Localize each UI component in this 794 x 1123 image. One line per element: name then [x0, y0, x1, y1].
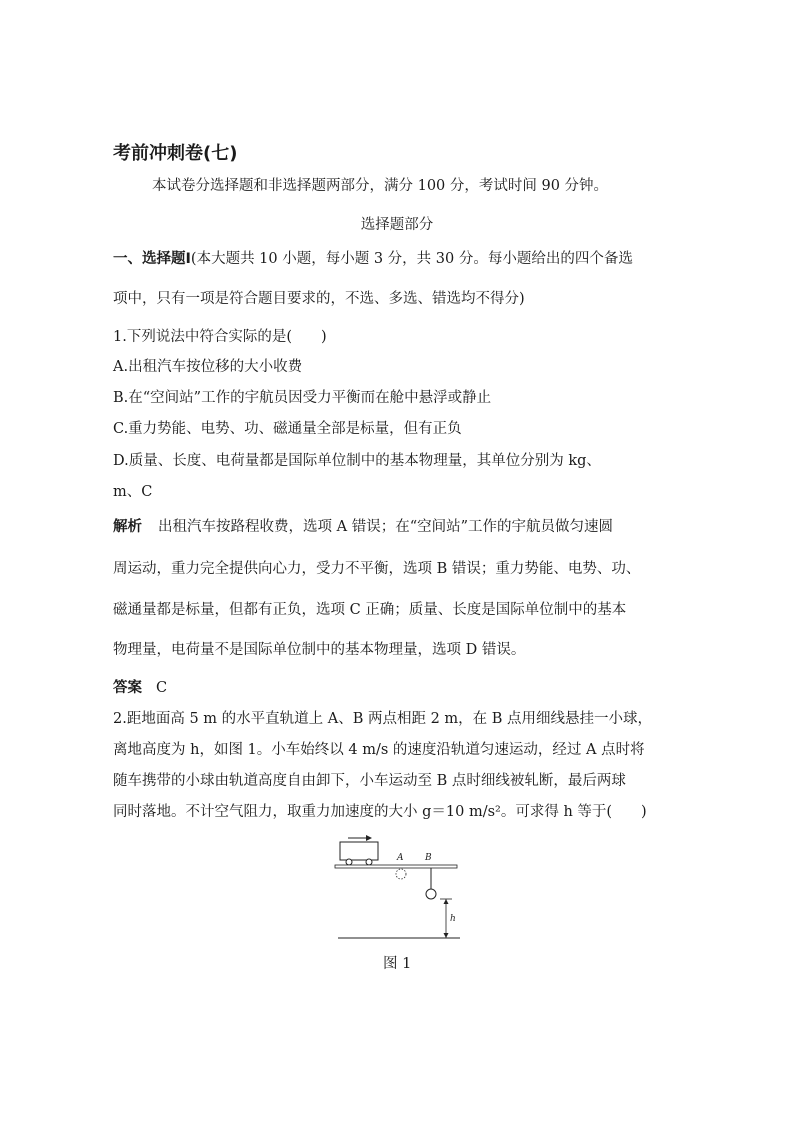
q2-line3: 随车携带的小球由轨道高度自由卸下，小车运动至 B 点时细线被轧断，最后两球	[113, 773, 626, 789]
label-a: A	[397, 853, 404, 863]
hanging-ball	[426, 889, 436, 899]
cart	[340, 842, 378, 860]
label-h: h	[450, 914, 456, 924]
answer-label: 答案	[113, 680, 142, 696]
figure-1	[330, 830, 470, 945]
q2-line4: 同时落地。不计空气阻力，取重力加速度的大小 g＝10 m/s²。可求得 h 等于( )	[113, 804, 647, 820]
analysis-text: 出租汽车按路程收费，选项 A 错误；在“空间站”工作的宇航员做匀速圆	[158, 519, 614, 535]
exam-intro: 本试卷分选择题和非选择题两部分，满分 100 分，考试时间 90 分钟。	[152, 178, 609, 194]
q1-option-c: C.重力势能、电势、功、磁通量全部是标量，但有正负	[113, 421, 462, 437]
cart-wheel-right	[366, 859, 372, 865]
q1-stem: 1.下列说法中符合实际的是( )	[113, 329, 327, 345]
part1-header	[113, 249, 633, 269]
q1-analysis-line4: 物理量，电荷量不是国际单位制中的基本物理量，选项 D 错误。	[113, 642, 526, 658]
q2-line2: 离地高度为 h，如图 1。小车始终以 4 m/s 的速度沿轨道匀速运动，经过 A 点时将	[113, 742, 645, 758]
figure-caption: 图 1	[383, 956, 412, 972]
part1-desc-line1: (本大题共 10 小题，每小题 3 分，共 30 分。每小题给出的四个备选	[190, 251, 633, 267]
analysis-label: 解析	[113, 519, 142, 535]
motion-arrow-icon	[348, 835, 372, 841]
ball-at-a	[396, 869, 406, 879]
part1-heading: 一、选择题Ⅰ	[113, 251, 191, 267]
q1-analysis-line3: 磁通量都是标量，但都有正负，选项 C 正确；质量、长度是国际单位制中的基本	[113, 602, 627, 618]
label-b: B	[425, 853, 432, 863]
q1-option-a: A.出租汽车按位移的大小收费	[113, 359, 303, 375]
track	[335, 865, 457, 868]
q2-line1: 2.距地面高 5 m 的水平直轨道上 A、B 两点相距 2 m，在 B 点用细线悬挂一小球，	[113, 711, 653, 727]
q1-analysis-line2: 周运动，重力完全提供向心力，受力不平衡，选项 B 错误；重力势能、电势、功、	[113, 561, 641, 577]
q1-answer	[113, 678, 167, 698]
q1-option-b: B.在“空间站”工作的宇航员因受力平衡而在舱中悬浮或静止	[113, 390, 492, 406]
part1-desc-line2: 项中，只有一项是符合题目要求的，不选、多选、错选均不得分)	[113, 291, 525, 307]
answer-value: C	[156, 680, 168, 696]
q1-analysis-line1	[113, 517, 613, 537]
section-heading: 选择题部分	[360, 217, 434, 233]
cart-wheel-left	[346, 859, 352, 865]
q1-option-d: D.质量、长度、电荷量都是国际单位制中的基本物理量，其单位分别为 kg、	[113, 453, 601, 469]
page-title: 考前冲刺卷(七)	[113, 143, 238, 164]
q1-option-d-cont: m、C	[113, 484, 153, 500]
